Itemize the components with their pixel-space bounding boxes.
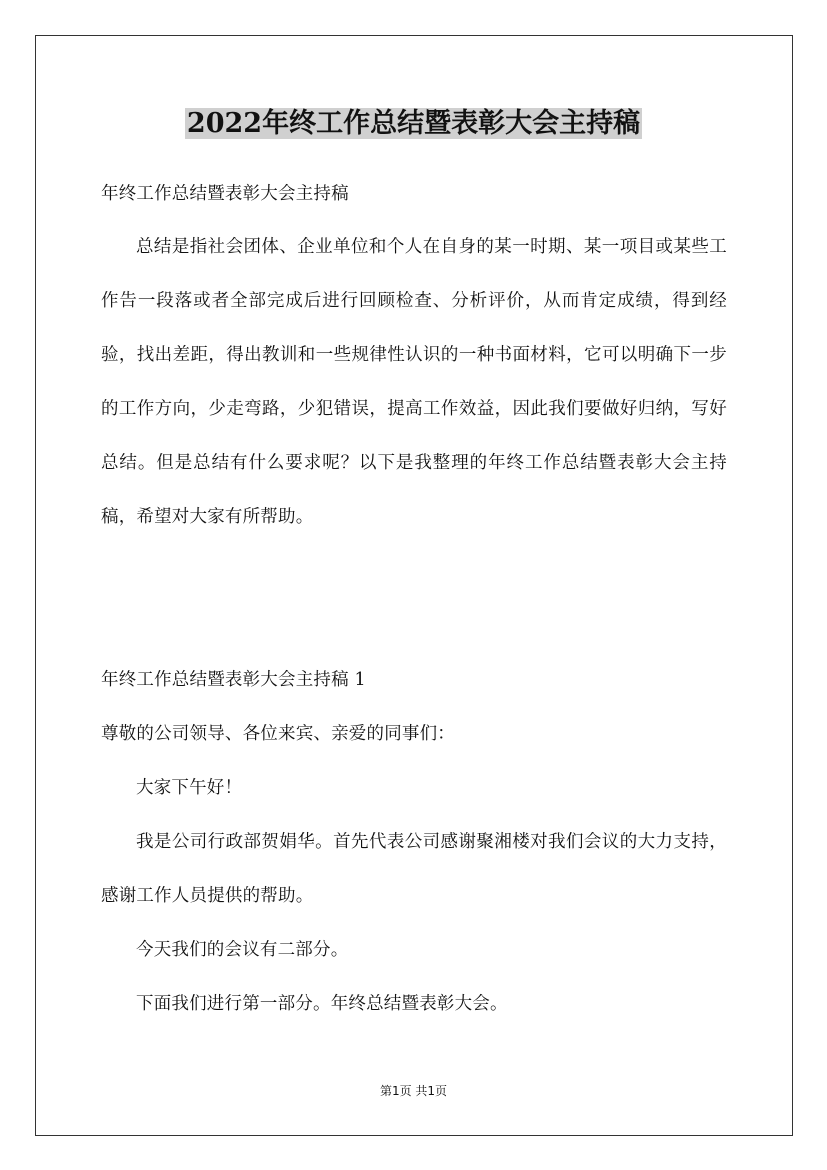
subtitle: 年终工作总结暨表彰大会主持稿 (101, 184, 349, 204)
page-footer (0, 1082, 827, 1099)
document-title (0, 102, 827, 146)
intro-paragraph: 总结是指社会团体、企业单位和个人在自身的某一时期、某一项目或某些工作告一段落或者全部完成后进行回顾检查、分析评价，从而肯定成绩，得到经验，找出差距，得出教训和一些规律性认识的一种书面材料，它可以明确下一步的工作方向，少走弯路，少犯错误，提高工作效益，因此我们要做好归纳，写好总结。但是总结有什么要求呢？以下是我整理的年终工作总结暨表彰大会主持稿，希望对大家有所帮助。 (101, 237, 727, 527)
document-title-text: 2022年终工作总结暨表彰大会主持稿 (186, 108, 641, 139)
greeting: 大家下午好！ (136, 778, 243, 798)
paragraph-2: 今天我们的会议有二部分。 (136, 940, 349, 960)
salutation: 尊敬的公司领导、各位来宾、亲爱的同事们： (101, 724, 455, 744)
section-heading: 年终工作总结暨表彰大会主持稿 1 (101, 670, 366, 690)
paragraph-3: 下面我们进行第一部分。年终总结暨表彰大会。 (136, 994, 508, 1014)
page-number: 第1页 共1页 (379, 1084, 448, 1098)
paragraph-1: 我是公司行政部贺娟华。首先代表公司感谢聚湘楼对我们会议的大力支持，感谢工作人员提供的帮助。 (101, 832, 727, 906)
